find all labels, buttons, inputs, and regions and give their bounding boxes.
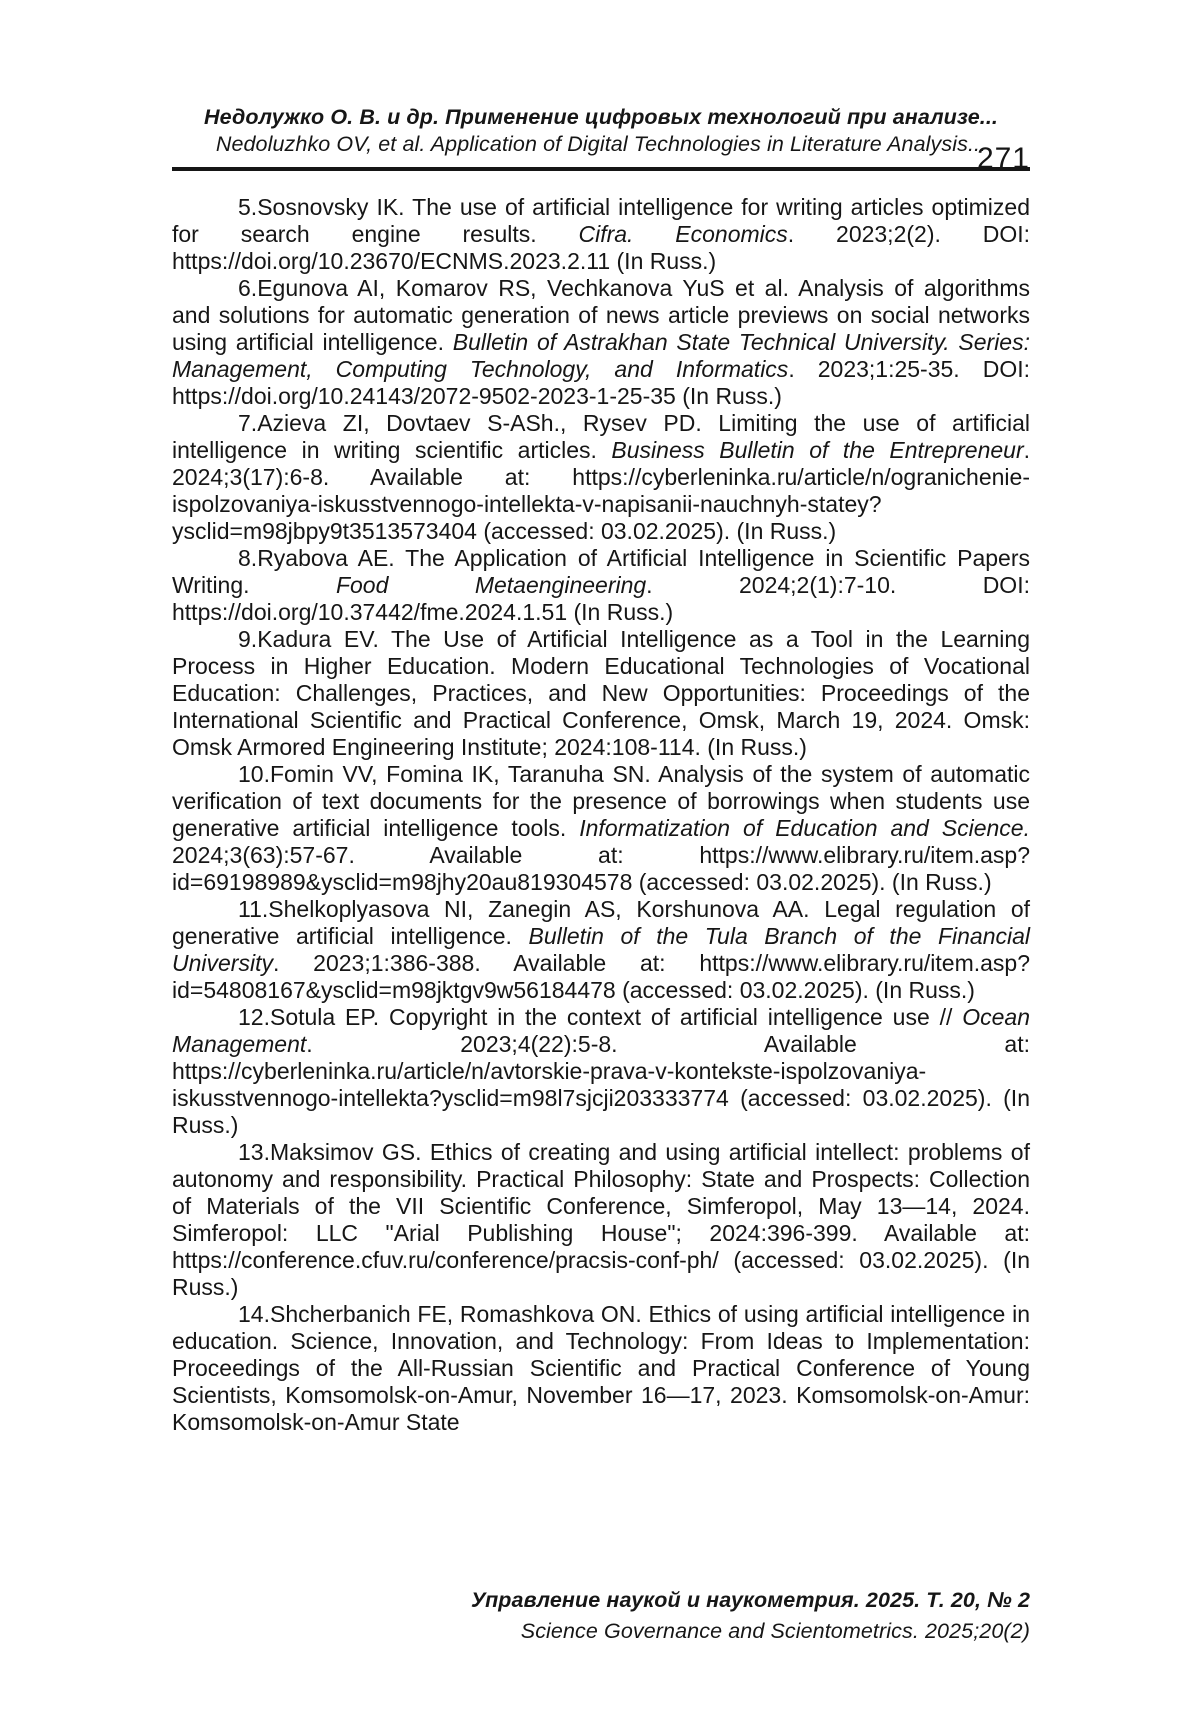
reference-text: Shelkoplyasova NI, Zanegin AS, Korshunova AA. Legal regulation of generative artificial intelligence. xyxy=(172,896,1030,949)
reference-text: . 2024;3(17):6-8. Available at: https://cyberleninka.ru/article/n/ogranichenie-ispolzovaniya-iskusstvennogo-intellekta-v-napisanii-nauchnyh-statey?ysclid=m98jbpy9t3513573404 (accessed: 03.02.2025). (In Russ.) xyxy=(172,437,1031,544)
reference-source-title: Informatization of Education and Science. xyxy=(579,815,1030,841)
reference-source-title: Food Metaengineering xyxy=(335,572,647,598)
reference-source-title: Bulletin of the Tula Branch of the Financial University xyxy=(172,923,1030,976)
running-head-en: Nedoluzhko OV, et al. Application of Digital Technologies in Literature Analysis... xyxy=(215,132,987,156)
reference-text: Azieva ZI, Dovtaev S-ASh., Rysev PD. Limiting the use of artificial intelligence in writing scientific articles. xyxy=(172,410,1030,463)
text-column xyxy=(172,0,1030,1436)
reference-text: Kadura EV. The Use of Artificial Intelligence as a Tool in the Learning Process in Higher Education. Modern Educational Technologies of Vocational Education: Challenges, Practices, and New Opportunities: Proceedings of the International Scientific and Practical Conference, Omsk, March 19, 2024. Omsk: Omsk Armored Engineering Institute; 2024:108-114. (In Russ.) xyxy=(172,626,1030,760)
reference-number: 14. xyxy=(238,1301,270,1327)
reference-text: Fomin VV, Fomina IK, Taranuha SN. Analysis of the system of automatic verification of text documents for the presence of borrowings when students use generative artificial intelligence tools. xyxy=(172,761,1030,841)
reference-item xyxy=(172,1004,1030,1139)
reference-item xyxy=(172,275,1030,410)
reference-number: 11. xyxy=(238,896,269,922)
reference-text: . 2024;2(1):7-10. DOI: https://doi.org/10.37442/fme.2024.1.51 (In Russ.) xyxy=(172,572,1030,625)
journal-line-en: Science Governance and Scientometrics. 2025;20(2) xyxy=(520,1619,1030,1643)
reference-number: 12. xyxy=(238,1004,270,1030)
reference-number: 7. xyxy=(238,410,258,436)
reference-number: 9. xyxy=(238,626,258,652)
journal-line-ru: Управление наукой и наукометрия. 2025. Т. 20, № 2 xyxy=(470,1588,1030,1612)
reference-number: 13. xyxy=(238,1139,270,1165)
page-footer xyxy=(471,1585,1030,1647)
header-rule xyxy=(172,167,1030,171)
reference-text: Sotula EP. Copyright in the context of artificial intelligence use // xyxy=(269,1004,963,1030)
reference-number: 5. xyxy=(238,194,258,220)
reference-source-title: Business Bulletin of the Entrepreneur xyxy=(611,437,1024,463)
references-list xyxy=(172,194,1030,1436)
reference-text: Egunova AI, Komarov RS, Vechkanova YuS et al. Analysis of algorithms and solutions for automatic generation of news article previews on social networks using artificial intelligence. xyxy=(172,275,1030,355)
reference-number: 6. xyxy=(238,275,258,301)
reference-text: 2024;3(63):57-67. Available at: https://www.elibrary.ru/item.asp?id=69198989&ysclid=m98jhy20au819304578 (accessed: 03.02.2025). (In Russ.) xyxy=(172,842,1030,895)
reference-item xyxy=(172,410,1030,545)
running-head-ru: Недолужко О. В. и др. Применение цифровых технологий при анализе... xyxy=(204,105,998,129)
reference-item xyxy=(172,626,1030,761)
reference-text: Shcherbanich FE, Romashkova ON. Ethics of using artificial intelligence in education. Science, Innovation, and Technology: From Ideas to Implementation: Proceedings of the All-Russian Scientific and Practical Conference of Young Scientists, Komsomolsk-on-Amur, November 16—17, 2023. Komsomolsk-on-Amur: Komsomolsk-on-Amur State xyxy=(172,1301,1030,1435)
reference-text: . 2023;2(2). DOI: https://doi.org/10.23670/ECNMS.2023.2.11 (In Russ.) xyxy=(172,221,1030,274)
reference-text: . 2023;1:386-388. Available at: https://www.elibrary.ru/item.asp?id=54808167&ysclid=m98jktgv9w56184478 (accessed: 03.02.2025). (In Russ.) xyxy=(172,950,1030,1003)
reference-source-title: Cifra. Economics xyxy=(578,221,788,247)
reference-text: . 2023;1:25-35. DOI: https://doi.org/10.24143/2072-9502-2023-1-25-35 (In Russ.) xyxy=(172,356,1030,409)
reference-item xyxy=(172,896,1030,1004)
reference-item xyxy=(172,545,1030,626)
reference-item xyxy=(172,761,1030,896)
reference-item xyxy=(172,194,1030,275)
reference-text: Sosnovsky IK. The use of artificial intelligence for writing articles optimized for search engine results. xyxy=(172,194,1030,247)
reference-text: . 2023;4(22):5-8. Available at: https://cyberleninka.ru/article/n/avtorskie-prava-v-kontekste-ispolzovaniya-iskusstvennogo-intellekta?ysclid=m98l7sjcji203333774 (accessed: 03.02.2025). (In Russ.) xyxy=(172,1031,1030,1138)
page-number: 271 xyxy=(976,142,1030,175)
reference-text: Maksimov GS. Ethics of creating and using artificial intellect: problems of autonomy and responsibility. Practical Philosophy: State and Prospects: Collection of Materials of the VII Scientific Conference, Simferopol, May 13—14, 2024. Simferopol: LLC "Arial Publishing House"; 2024:396-399. Available at: https://conference.cfuv.ru/conference/pracsis-conf-ph/ (accessed: 03.02.2025). (In Russ.) xyxy=(172,1139,1030,1300)
reference-source-title: Ocean Management xyxy=(172,1004,1030,1057)
reference-number: 10. xyxy=(238,761,270,787)
reference-text: Ryabova AE. The Application of Artificial Intelligence in Scientific Papers Writing. xyxy=(172,545,1030,598)
reference-number: 8. xyxy=(238,545,258,571)
reference-item xyxy=(172,1301,1030,1436)
page-header xyxy=(172,0,1030,175)
reference-item xyxy=(172,1139,1030,1301)
reference-source-title: Bulletin of Astrakhan State Technical University. Series: Management, Computing Technology, and Informatics xyxy=(172,329,1030,382)
